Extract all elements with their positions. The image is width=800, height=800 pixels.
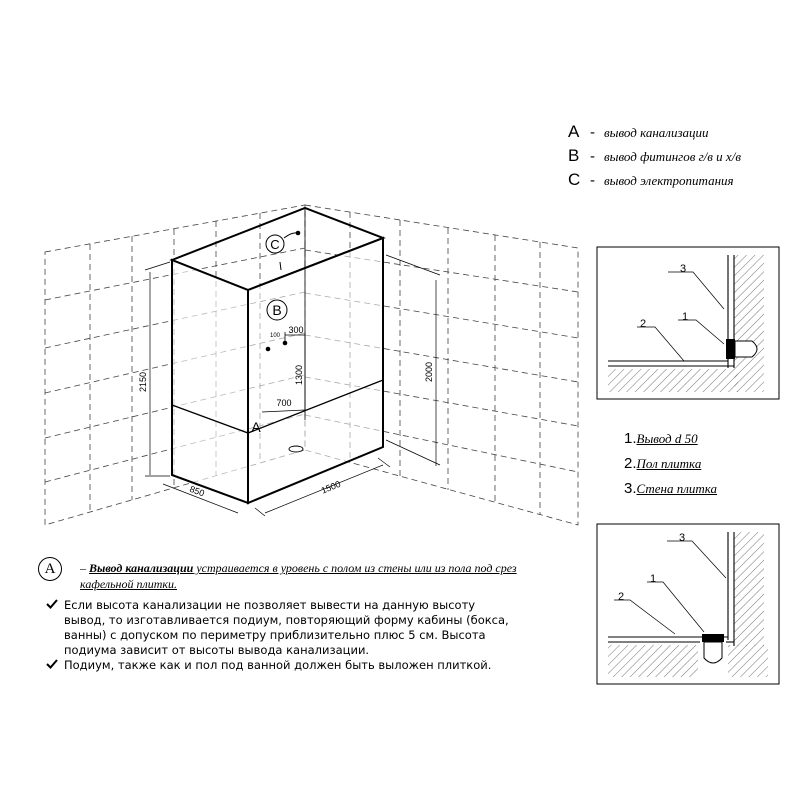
outlet-flange-icon [726, 339, 735, 359]
legend-key: C [568, 170, 581, 189]
legend-dash: - [590, 124, 595, 141]
detail-2-label-1: 1 [650, 573, 657, 585]
detail-1-label-2: 2 [640, 318, 647, 330]
detail-2-label-2: 2 [618, 591, 625, 603]
note-bullet-1 [46, 598, 516, 658]
legend-item-b [568, 146, 741, 166]
outlet-flange-icon [702, 634, 724, 642]
note-bullet-2 [46, 658, 516, 673]
detail-legend-num: 1. [624, 430, 637, 447]
detail-legend-num: 2. [624, 455, 637, 472]
dim-300: 300 [288, 325, 304, 335]
detail-floor-outlet [597, 524, 779, 684]
note-bullet-text: Подиум, также как и пол под ванной должен быть выложен плиткой. [64, 658, 492, 672]
marker-a [251, 419, 261, 435]
check-icon [46, 658, 58, 670]
detail-legend-num: 3. [624, 480, 637, 497]
note-text: устраивается в уровень с полом из стены или из пола под срез кафельной плитки. [80, 561, 517, 591]
detail-wall-outlet [597, 247, 779, 399]
legend-key: B [568, 146, 580, 165]
dim-2150: 2150 [138, 371, 148, 393]
note-bullet-text: Если высота канализации не позволяет вывести на данную высоту вывод, то изготавливается подиум, повторяющий форму кабины (бокса, ванны) с допуском по периметру приблизительно плюс 5 см. Высота подиума зависит от высоты вывода канализации. [64, 598, 509, 657]
pipe-outlet-icon [704, 642, 722, 663]
dim-850: 850 [188, 483, 206, 499]
dim-1300: 1300 [294, 364, 304, 386]
legend-item-c [568, 170, 734, 190]
detail-legend-item-3 [624, 480, 717, 497]
dim-1500: 1500 [319, 478, 343, 496]
check-icon [46, 598, 58, 610]
note-heading: – Вывод канализации устраивается в уровень с полом из стены или из пола под срез кафельной плитки. [80, 561, 517, 591]
detail-legend-item-2 [624, 455, 701, 472]
detail-1-label-3: 3 [680, 263, 687, 275]
detail-legend-text: Вывод d 50 [636, 431, 698, 446]
legend-dash: - [590, 172, 595, 189]
detail-legend-text: Пол плитка [636, 456, 702, 471]
detail-1-label-1: 1 [682, 311, 689, 323]
note-title: Вывод канализации [89, 561, 194, 575]
legend-text: вывод фитингов г/в и х/в [604, 149, 741, 164]
legend-key: A [568, 122, 580, 141]
marker-c-label: C [270, 237, 280, 252]
dim-100: 100 [269, 333, 281, 339]
legend-dash: - [590, 148, 595, 165]
marker-b-label: B [272, 302, 282, 318]
detail-legend-item-1 [624, 430, 698, 447]
dim-2000: 2000 [424, 361, 434, 383]
legend-text: вывод электропитания [604, 173, 734, 188]
detail-2-label-3: 3 [679, 532, 686, 544]
detail-legend-text: Стена плитка [636, 481, 718, 496]
pipe-outlet-icon [735, 341, 757, 357]
marker-a-label: A [251, 419, 261, 435]
dim-700: 700 [276, 398, 292, 408]
note-marker: A [38, 557, 62, 581]
legend-text: вывод канализации [604, 125, 709, 140]
legend-item-a [568, 122, 709, 142]
